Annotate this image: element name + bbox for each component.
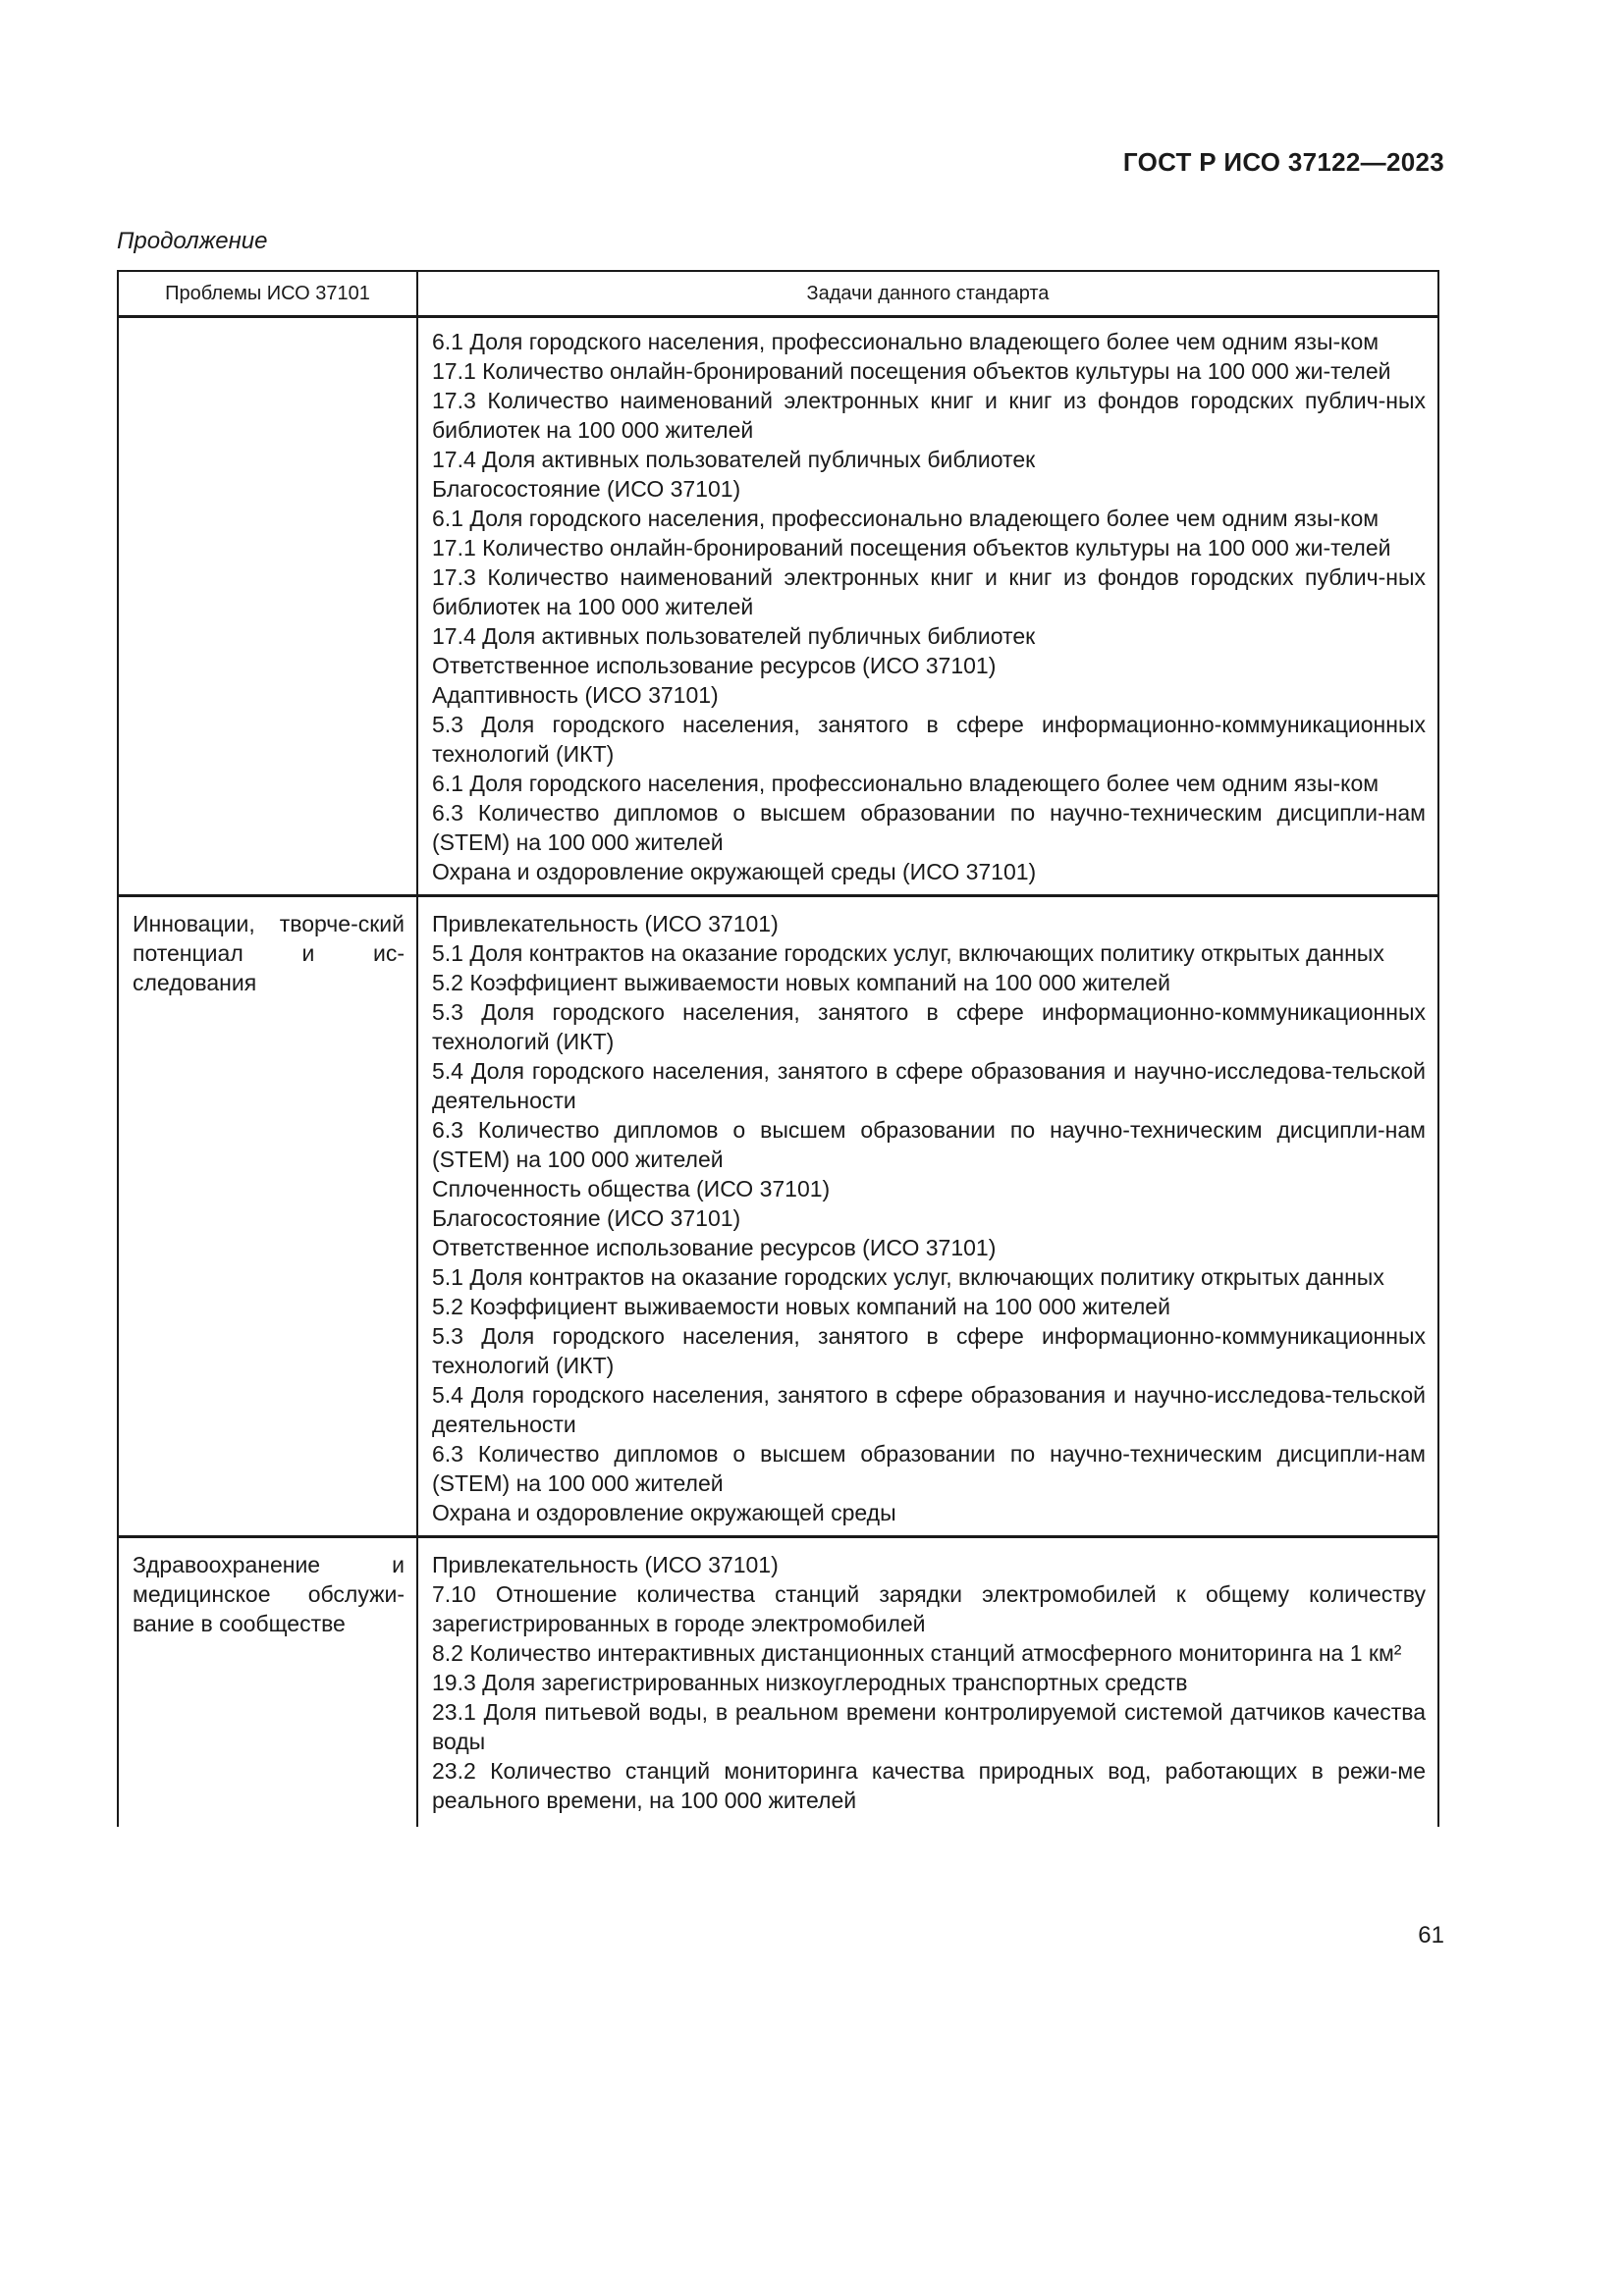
requirements-table xyxy=(117,270,1439,1827)
task-item: 5.3 Доля городского населения, занятого в сфере информационно-коммуникационных технологий (ИКТ) xyxy=(432,1323,1426,1378)
task-item: 5.2 Коэффициент выживаемости новых компаний на 100 000 жителей xyxy=(432,1294,1170,1319)
task-item: 23.2 Количество станций мониторинга качества природных вод, работающих в режи-ме реального времени, на 100 000 жителей xyxy=(432,1758,1426,1813)
continuation-label: Продолжение xyxy=(117,228,268,254)
table-row xyxy=(118,317,1438,896)
tasks-cell xyxy=(417,317,1438,896)
task-item: 5.2 Коэффициент выживаемости новых компаний на 100 000 жителей xyxy=(432,970,1170,995)
tasks-cell xyxy=(417,896,1438,1537)
problem-cell: Инновации, творче-ский потенциал и ис-следования xyxy=(118,896,417,1537)
column-header-tasks: Задачи данного стандарта xyxy=(417,271,1438,317)
task-item: Ответственное использование ресурсов (ИСО 37101) xyxy=(432,653,997,678)
task-item: Ответственное использование ресурсов (ИСО 37101) xyxy=(432,1235,997,1260)
task-item: 17.3 Количество наименований электронных книг и книг из фондов городских публич-ных библиотек на 100 000 жителей xyxy=(432,388,1426,443)
tasks-cell xyxy=(417,1537,1438,1828)
page-number: 61 xyxy=(1418,1922,1444,1949)
task-item: Привлекательность (ИСО 37101) xyxy=(432,1552,779,1577)
task-item: 6.3 Количество дипломов о высшем образовании по научно-техническим дисципли-нам (STEM) на 100 000 жителей xyxy=(432,800,1426,855)
task-item: 5.1 Доля контрактов на оказание городских услуг, включающих политику открытых данных xyxy=(432,1264,1384,1290)
task-item: 5.4 Доля городского населения, занятого в сфере образования и научно-исследова-тельской деятельности xyxy=(432,1382,1426,1437)
table-row xyxy=(118,1537,1438,1828)
column-header-problems: Проблемы ИСО 37101 xyxy=(118,271,417,317)
task-item: 19.3 Доля зарегистрированных низкоуглеродных транспортных средств xyxy=(432,1670,1188,1695)
task-item: 5.1 Доля контрактов на оказание городских услуг, включающих политику открытых данных xyxy=(432,940,1384,966)
task-item: Привлекательность (ИСО 37101) xyxy=(432,911,779,936)
task-item: 17.1 Количество онлайн-бронирований посещения объектов культуры на 100 000 жи-телей xyxy=(432,358,1391,384)
table-header-row xyxy=(118,271,1438,317)
task-item: 23.1 Доля питьевой воды, в реальном времени контролируемой системой датчиков качества воды xyxy=(432,1699,1426,1754)
task-item: 6.3 Количество дипломов о высшем образовании по научно-техническим дисципли-нам (STEM) на 100 000 жителей xyxy=(432,1117,1426,1172)
task-item: 17.1 Количество онлайн-бронирований посещения объектов культуры на 100 000 жи-телей xyxy=(432,535,1391,561)
task-item: 7.10 Отношение количества станций зарядки электромобилей к общему количеству зарегистрированных в городе электромобилей xyxy=(432,1581,1426,1636)
task-item: 17.4 Доля активных пользователей публичных библиотек xyxy=(432,447,1036,472)
task-item: 6.3 Количество дипломов о высшем образовании по научно-техническим дисципли-нам (STEM) на 100 000 жителей xyxy=(432,1441,1426,1496)
task-item: 6.1 Доля городского населения, профессионально владеющего более чем одним язы-ком xyxy=(432,329,1380,354)
task-item: 5.4 Доля городского населения, занятого в сфере образования и научно-исследова-тельской деятельности xyxy=(432,1058,1426,1113)
task-item: Сплоченность общества (ИСО 37101) xyxy=(432,1176,831,1201)
table-body xyxy=(118,317,1438,1828)
task-item: Охрана и оздоровление окружающей среды (ИСО 37101) xyxy=(432,859,1037,884)
task-item: Благосостояние (ИСО 37101) xyxy=(432,476,741,502)
document-designation: ГОСТ Р ИСО 37122—2023 xyxy=(1122,147,1444,177)
task-item: Благосостояние (ИСО 37101) xyxy=(432,1205,741,1231)
task-item: 5.3 Доля городского населения, занятого в сфере информационно-коммуникационных технологий (ИКТ) xyxy=(432,999,1426,1054)
task-item: 8.2 Количество интерактивных дистанционных станций атмосферного мониторинга на 1 км² xyxy=(432,1640,1402,1666)
problem-cell: Здравоохранение и медицинское обслужи-вание в сообществе xyxy=(118,1537,417,1828)
problem-cell xyxy=(118,317,417,896)
task-item: 5.3 Доля городского населения, занятого в сфере информационно-коммуникационных технологий (ИКТ) xyxy=(432,712,1426,767)
task-item: 17.3 Количество наименований электронных книг и книг из фондов городских публич-ных библиотек на 100 000 жителей xyxy=(432,564,1426,619)
task-item: 6.1 Доля городского населения, профессионально владеющего более чем одним язы-ком xyxy=(432,506,1380,531)
task-item: Охрана и оздоровление окружающей среды xyxy=(432,1500,896,1525)
table-row xyxy=(118,896,1438,1537)
task-item: 6.1 Доля городского населения, профессионально владеющего более чем одним язы-ком xyxy=(432,771,1380,796)
task-item: 17.4 Доля активных пользователей публичных библиотек xyxy=(432,623,1036,649)
task-item: Адаптивность (ИСО 37101) xyxy=(432,682,719,708)
